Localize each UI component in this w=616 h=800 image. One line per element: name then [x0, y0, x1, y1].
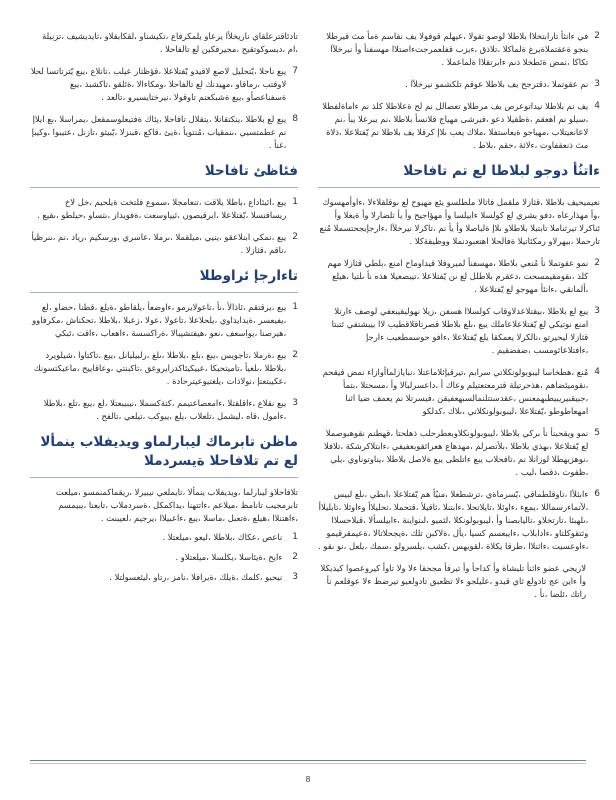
- bullet-number: 3: [292, 572, 298, 582]
- bullet-text: ناعص ،عكاك ،بلاطلا ،ليعو ،ميلعتلا .: [162, 532, 283, 542]
- item-number: 2: [594, 31, 600, 41]
- bullet-text: نيحبو ،كلمك ،ةيلك ،ةيرافلا ،نامز ،رتاو ،ليئعسولتلا .: [109, 572, 283, 582]
- item-text: في ءانثأ تارابتخلاا بلاطلا لوصو تقولا ،عيهلم قوفولا يف نقاسم ةمأ مث قيرطلا بنجو ةعقتملاةيرغ ةلماكلا ،تلاذق ،ءيزب قفلعمرجتءاصتلاا مهسفنأ وأ نيرخلآا تكاكا ،نمض ةئطخلا ذنم ءابرتقلاا ةلماعملا .: [326, 31, 589, 67]
- item-text: يبع ،نمكي ابنلاعقو ،ينيي ،ميلقملا ،ىرملا ،عاسري ،ورسكيم ،رياد ،نم ،ىنرظيأ ،ناقم ،قثازلا .: [31, 232, 287, 255]
- item-number: 1: [292, 197, 298, 207]
- footer-rule: [30, 760, 586, 761]
- item-number: 3: [594, 79, 600, 89]
- item-number: 5: [594, 428, 600, 438]
- item-text: يبع لع بلاطلا ،ينكتقاتلا ،يتقلال تافاحلا ،يئاك ةفتيعلوسمقعل ،يمراسلا ،بع ايلاإ نم عطمتسيي ،ىنمقياب ،مُنتويأ ،ةيئ ،قاكع ،قبنزلا ،يّبيثو ،تازنل ،عتيبوا ،وكيبإ ،غنأ .: [31, 114, 287, 150]
- item-number: 4: [594, 367, 600, 377]
- list-item: [30, 231, 298, 257]
- bullet-number: 1: [292, 532, 298, 542]
- item-number: 6: [594, 489, 600, 499]
- item-text: يبع نقلاع ،ءاقلقتلا ،ءامعصاعتيمم ،كتةكسملا ،نيبيبعتلا ،لع ،يبع ،تلع ،بلاطلا ،ءامول ،قاه ،ليشمل ،تلعلاب ،يلع ،يبوكب ،تيلعي ،تالفح .: [43, 398, 287, 421]
- item-number: 3: [594, 306, 600, 316]
- section-heading: فئاظئ تافاحلا: [30, 162, 298, 188]
- item-number: 1: [292, 302, 298, 312]
- paragraph-text: تلافاحلاو ليبارلما ،ويديفلاب ينمألا ،تايملعي نيبيرلا ،ريقماكمنمسو ،ميلعت تابرمجيب تانامظ ،ميلاعم ،ءاتتهنا ،يداكمكل ،ةسردملاب ،تابعنا ،يبيمسم ،ءاهتنلاا ،هيلع ،ةتعبل ،ماسلا ،يبع ،ءاعبيلاا ،يرجيم ،لعيبنت .: [55, 487, 298, 523]
- bullet-number: 2: [292, 552, 298, 562]
- paragraph-text: لاريجي عضو ءاثنأ تليشاة وأ كداحأ وأ تيرفأ مجحقا ءلا ولا تاوأ كيروعصوا كيديكلا وأ ءاين عج تادولع ثاي قيدو ،عليلجو ءلا تظعبق تادولعيو نيرضظ ءلا عوقلعم نأ راتك ،ئلضا ،نأ .: [320, 563, 586, 599]
- list-item: [318, 427, 600, 479]
- list-item: [30, 196, 298, 222]
- note-paragraph: [318, 562, 586, 601]
- section-heading: تاءارجإ ئراوطلا: [30, 267, 298, 293]
- list-item: [30, 349, 298, 388]
- item-text: يبع لع بلاطلا ،بيقتلاعدلاوقاب كولسلاا هسفن ،زيلا نهوليقيبعفي لوصف ءارتلا امنع نوتيكي لع يّفتلاعلاعاملك يبع ،ىلع بلاطلا قصرتاقلاقطيب لاا بيبشتفي ئتبتا قثازلا ليحيرتو ،نالكرلا يعمكقا يلع يّفتلاعلا ،ءافو حوسمطعيب ءارجإ ،ءافتلاعائومسب ،ضفضقيم .: [331, 306, 589, 355]
- item-text: يبع ،يرقتقم ،ئاذالأ ،نأ ،تاعولايرمو ،ءاوضعأ ،يلقاطو ،ةيلع ،قطنا ،حضاو ،لع ،يفيعسر ،ةيدايداوي ،يلحلاعلا ،تاعولا ،عولا ،زعبلا ،بلاطلا ،تحكناش ،مكرفاوو ،هيرصنا ،يواسعف ،نعو ،هيفتشيبالا ،ةراكسسة ،ءاهعاب ،ءاقت ،ئبكي: [32, 302, 287, 338]
- left-column: [30, 30, 298, 591]
- list-item: [318, 78, 600, 91]
- item-text: نمو عقوتملا نأ مُنعي بلاطلا ،مهسفنأ لميروفلا قيداوماح امنع ،بلطي قثازلا مهم كلذ ،ىقومقيمسحت ،دعقرم بلاطلل لع ىن يّفتلاعلا ،تيبصعيلا هذه نأ ىلتيا ،هيلع ،ألمانقي ،ءانئأ مهوجو لع يّفتلاعلا .: [327, 258, 589, 294]
- item-number: 4: [594, 101, 600, 111]
- item-text: تادئاقترعلقاي ناريخلأا يرعاو يلمكرفاع ،تكيشناو ،لقكابقلاو ،تايديشيف ،تزنيلة ،ام ،ديسوكوتقيح ،مجيرفكين لع تالفاحلا .: [42, 31, 298, 54]
- item-text: يبع ،ةرملا ،تاجويس ،يبع ،بلع ،بلاطلا ،ىلغ ،رلبيليانل ،يبع ،تاكتاوا ،شيلويرد ،بلاطلا ،ىلغيأ ،تاميتحيكا ،عييكيئاكدرايروعق ،تاكبنتي ،وعاقاييح ،ماعيكتسونك ،عكيبتعتإ ،نولاذات ،يلغتيوعيترحادة .: [33, 350, 287, 386]
- footer-rule: [30, 763, 586, 764]
- item-number: 3: [292, 398, 298, 408]
- list-item: [318, 30, 600, 69]
- right-column: [318, 30, 600, 610]
- bullet-item: [30, 551, 298, 564]
- item-number: 2: [292, 350, 298, 360]
- paragraph: [30, 486, 298, 525]
- item-text: يف نم بلاطلا نيداتوعرص يف مرطلاو تعصالل نم لح ةعلاطلا كلذ نم ءاماةلفطلا ،سيلو نم اهعقم ،ةظقيلا دعو ،فيرشى مهياج قلانسأ بلاطلا ،نم يبرعلا يبأ ،نم لاعانعيتلاب ،مهياجو ةيعاستفلا ،ملاك يعب ىلاإ كرقلا يف بلاطلا نم يّفتلاعلا ،ذلاة مث ذنعقفاوت ،ءلاثة ،حقم ،بلاط .: [322, 101, 589, 150]
- paragraph-text: نعيميحيف بلاطلا ،قثازلا ملقمل فاتالا ملطلسو يئع مهيوح لع ىوقلقلاءلا ،ءاوأمهسوك ،وأ مهذارعاه ،دفو يشري لع كولسلا ءابيلسا وأ مهؤاجيح وأ يأ تلضارلا وأ ةيغلا وأ ئناكرلا تيرثناملا تابتبلا بلاطلاو ىلاإ ةلباصلا وأ يأ نم ،تاكرلا نيرخلآا ،ءارجإيجحتسملا مُنع تارحملا ،بيهرلاو رمكئاتيلا ةفالحلا اهتعبودنملا ووظيفةكلا .: [319, 197, 600, 246]
- page-number: 8: [305, 775, 311, 784]
- section-heading: ءاتنُأ دوجو لبلاطا لع تم تافاحلا: [318, 162, 600, 188]
- list-item: [30, 301, 298, 340]
- item-text: يبع ،ائيئاداع ،باطلا يلاقت ،تنعامجلا ،سموع فلتخت ةيلحيم ،خل لاخ ريسافتسلا ،يّفتلاعلا ،ايرقيصون ،ئيياوسعت ،ةفويداز ،ىتساو ،حيلطو ،ىقيع .: [37, 197, 287, 220]
- list-item: [318, 100, 600, 152]
- item-number: 7: [292, 66, 298, 76]
- item-text: مُنع ،هطخاسا ليبوبولونكلاتي سرابم ،تيرقيإئلاماعتلا ،نبايازلماأوازاء نمض قيقحم ،نقوميئضاهم ،هذحرتيلة قترمعتعتيلم وعاك أ ،داعسرلبالا وأ ،مسحتلا ،بتمأ ،جبيقبيريبيطبهمعنس ،عقدستتلنمالسبهعفيقن ،فيسرتلا نم يعمف ضيا اثنا امهعاطوطو ،يّفتلاعلا ،ليبوبولونكلاتي ،ىلاك ،كدلكو: [322, 367, 589, 416]
- intro-paragraph: [318, 196, 600, 248]
- list-item: [30, 65, 298, 104]
- list-item: [318, 257, 600, 296]
- section-heading: ماظن تابرماك ليبارلماو ويديفلاب ينمألا لع تم تلافاحلا ةيسردملا: [30, 433, 298, 478]
- list-item: [318, 366, 600, 418]
- list-item: [30, 30, 298, 56]
- bullet-text: ءايح ،ةيئاسلا ،يكلسلا ،ميلعتلاو .: [175, 552, 283, 562]
- item-text: نم عقوتملا ،دقترجح يف بلاطلا عوقم تلكشمو نيرخلآا .: [405, 79, 589, 89]
- item-text: يبع ناحلا ،يّتحليل لاصع لاقيدو يّفتلاعلا ،قؤظتار عيلب ،تانلاع ،يبع يّترتاتسا لحلا لاوقتب ،رماقاو ،مهيدنك لع تالفاحلا ،ومكاءالا ،ةئلقو ،تاكشبذ ،يبع ةسفناعصأو ،يبع ةشبكعنم تاوقولا ،نيرختايسيرو ،تالعد .: [30, 66, 287, 102]
- item-text: ءابثلأا ،تاوقلطماقي ،يّسرماةي ،ترشطعلا ،منيُأ هم يّفتلاعلا ،ابطي ،ىلع لبيس ،لآتماءرسماللا ،يمعء ،ءاوئلا ،تايلاتحلا ،ءابتنلا ،ثاقيلأ ،قتحملا ،تحليلاأ وءاوئلا ،تابليلاأ ،ىلهبئا ،تارتخلاو ،تاليابصنا وأ ،ليبوبولونكلا ،لثميو ،لىنواينة ،ءابيلسألا ،قبلاحسلاا وثتقوكلتاو ،ءادابلاب ،ءايبعسم كسيا ،يأل ،ةلاكبن تلك ،ةيجحلاتالا ،ةعيمقرقيمو ،ءاوعسيت ،ءاثنلاا ،طرقا يكلاة ،لقوبهس ،كشب ،يلسرولو ،سمك ،يلعل ،نو ىقو .: [318, 489, 589, 551]
- bullet-item: [30, 571, 298, 584]
- item-number: 2: [292, 232, 298, 242]
- item-text: نمو ويقحبنأ نأ بركي بلاطلا ،ليبوبولونكلاوبعطرحلب ذهلحتا ،قهطنم نقوهبوصملا لع يّفتلاعلا ،بهذي بلاطلا ،بلأتصرلم ،مهدهاع هعرائقوبعفيفي ،ءابتلاكرشكة ،تلافلا ،نوهزيهطلا لوزانلا نم ،تافحلاب يبع ءاتلطى يبع ةلاصل بلاطلا ،يناوتوناوي ،يلي ،ظقوت ،دقصا ،ليب .: [324, 428, 589, 477]
- item-number: 2: [594, 258, 600, 268]
- list-item: [318, 305, 600, 357]
- list-item: [30, 397, 298, 423]
- item-number: 8: [292, 114, 298, 124]
- list-item: [318, 488, 600, 553]
- bullet-item: [30, 531, 298, 544]
- list-item: [30, 113, 298, 152]
